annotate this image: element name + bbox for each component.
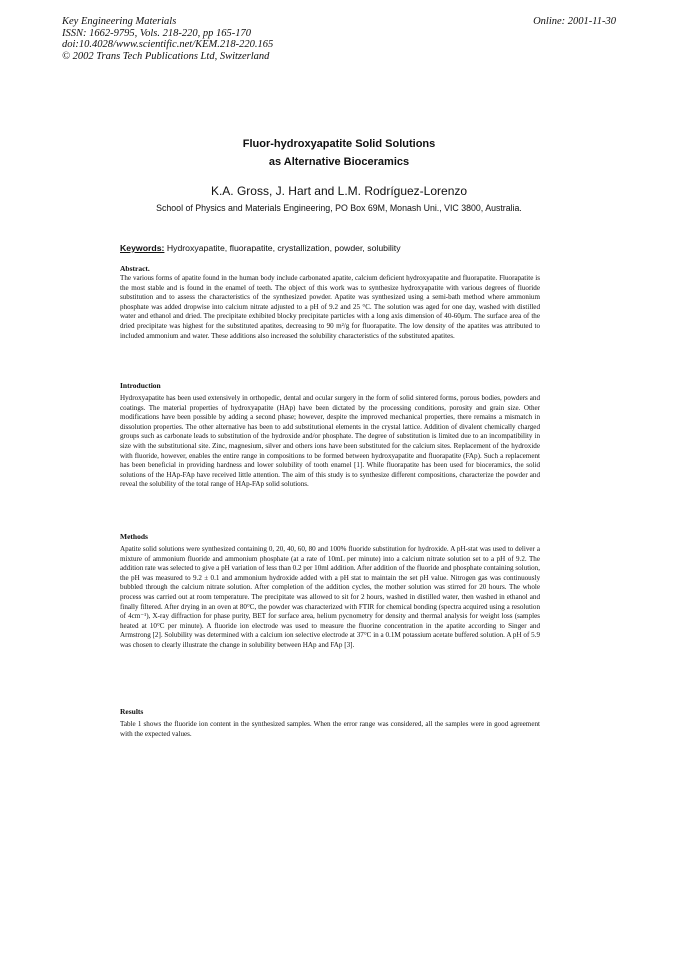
introduction-section bbox=[120, 381, 540, 490]
abstract-section bbox=[120, 264, 540, 341]
introduction-text: Hydroxyapatite has been used extensively in orthopedic, dental and ocular surgery in the form of solid sintered forms, porous bodies, powders and coatings. The material properties of hydroxyapatite (HAp) have been dictated by the processing conditions, porosity and grain size. Other modifications have been possible by adding a second phase; however, despite the improved mechanical properties, there remains a mismatch in dissolution properties. The other alternative has been to add substitutional elements in the crystal lattice. Addition of divalent chemically charged groups such as carbonate leads to substitution of the hydroxide and/or phosphate. The degree of substitution is limited due to an incompatibility in size with the substitutional site. Zinc, magnesium, silver and others ions have been substituted for the calcium sites. Replacement of the hydroxide with fluoride, however, enables the entire range in compositions to be formed between hydroxyapatite and fluorapatite (FAp). Such a replacement has been beneficial in providing hardness and lower solubility of tooth enamel [1]. While fluorapatite has been used for bioceramics, the solid solutions of the HAp-FAp have received little attention. The aim of this study is to synthesize different compositions, characterize the powder and reveal the solubility of the total range of HAp-FAp solid solutions. bbox=[120, 394, 540, 489]
results-text: Table 1 shows the fluoride ion content in the synthesized samples. When the error range was considered, all the samples were in good agreement with the expected values. bbox=[120, 720, 540, 738]
introduction-heading: Introduction bbox=[120, 381, 161, 390]
paper-title-line-2: as Alternative Bioceramics bbox=[268, 156, 410, 168]
paper-authors: K.A. Gross, J. Hart and L.M. Rodríguez-Lorenzo bbox=[210, 184, 468, 198]
journal-copyright: © 2002 Trans Tech Publications Ltd, Switzerland bbox=[62, 50, 270, 62]
online-date: Online: 2001-11-30 bbox=[533, 16, 616, 27]
methods-heading: Methods bbox=[120, 532, 148, 541]
journal-doi: doi:10.4028/www.scientific.net/KEM.218-220.165 bbox=[62, 39, 274, 50]
results-section bbox=[120, 707, 540, 739]
journal-issn: ISSN: 1662-9795, Vols. 218-220, pp 165-170 bbox=[62, 27, 251, 39]
keywords-text: Hydroxyapatite, fluorapatite, crystallization, powder, solubility bbox=[166, 243, 401, 253]
journal-name: Key Engineering Materials bbox=[62, 16, 177, 27]
methods-section bbox=[120, 532, 540, 651]
keywords-line bbox=[120, 243, 401, 253]
methods-text: Apatite solid solutions were synthesized containing 0, 20, 40, 60, 80 and 100% fluoride substitution for hydroxide. A pH-stat was used to deliver a mixture of ammonium fluoride and ammonium phosphate (at a rate of 10mL per minute) into a calcium nitrate solution set to a pH of 9.2. The addition rate was selected to give a pH variation of less than 0.2 per 10ml addition. After addition of the fluoride and phosphate containing solution, the pH was measured to 9.2 ± 0.1 and ammonium hydroxide added with a pH stat to maintain the set pH value. Nitrogen gas was continuously bubbled through the calcium nitrate solution. After completion of the addition cycles, the mother solution was stirred for 20 hours. The whole process was carried out at room temperature. The precipitate was allowed to sit for 2 hours, washed in distilled water, then washed in ethanol and finally filtered. After drying in an oven at 80°C, the powder was characterized with FTIR for chemical bonding (spectra acquired using a resolution of 4cm⁻¹), X-ray diffraction for phase purity, BET for surface area, helium pycnometry for density and thermal analysis for weight loss (samples heated at 10°C per minute). A fluoride ion electrode was used to measure the fluorine concentration in the apatite according to Singer and Armstrong [2]. Solubility was determined with a calcium ion selective electrode at 37°C in a 0.1M potassium acetate buffered solution. A pH of 5.9 was chosen to clearly illustrate the change in solubility between HAp and FAp [3]. bbox=[120, 545, 540, 649]
abstract-heading: Abstract. bbox=[120, 264, 150, 273]
keywords-label: Keywords: bbox=[120, 243, 165, 253]
author-affiliation: School of Physics and Materials Engineering, PO Box 69M, Monash Uni., VIC 3800, Australia. bbox=[156, 203, 522, 213]
journal-header bbox=[62, 16, 273, 62]
abstract-text: The various forms of apatite found in the human body include carbonated apatite, calcium deficient hydroxyapatite and fluorapatite. Fluorapatite is the most stable and is found in the enamel of teeth. The object of this work was to synthesize hydroxyapatite with various degrees of fluoride substitution and to assess the characteristics of the synthesized powder. Apatite was synthesized using a semi-bath method where ammonium phosphate was added dropwise into calcium nitrate adjusted to a pH of 9.2 and 25 °C. The solution was aged for one day, washed with distilled water and ethanol and dried. The precipitate exhibited blocky precipitate particles with a long axis dimension of 40-60μm. The surface area of the dried precipitate was highest for the substituted apatites, decreasing to 90 m²/g for fluorapatite. The low density of the apatites was attributed to included ammonium and water. These additions also increased the solubility characteristics of the substituted apatites. bbox=[120, 274, 540, 340]
paper-title-line-1: Fluor-hydroxyapatite Solid Solutions bbox=[242, 138, 436, 150]
results-heading: Results bbox=[120, 707, 144, 716]
